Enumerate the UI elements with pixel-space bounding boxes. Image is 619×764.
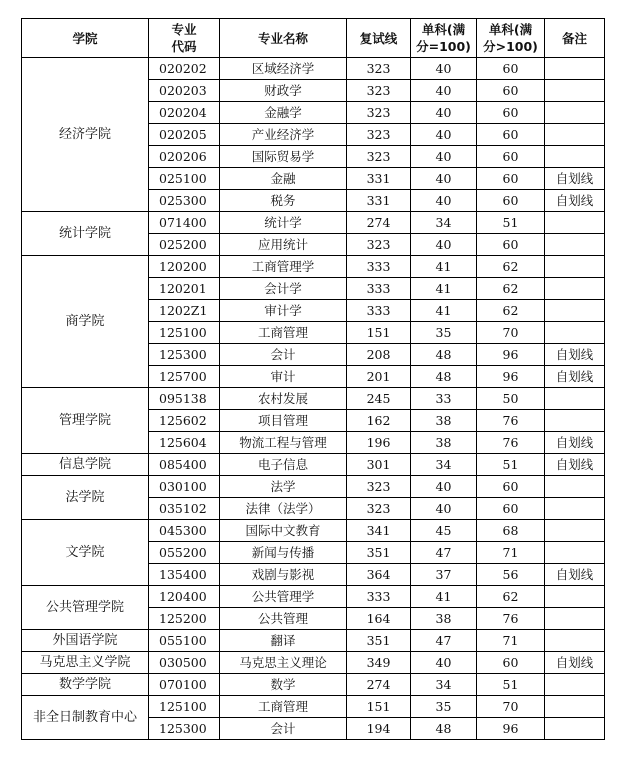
- retest-score-cell: 323: [347, 498, 411, 520]
- retest-score-cell: 323: [347, 146, 411, 168]
- retest-score-cell: 333: [347, 586, 411, 608]
- code-cell: 071400: [149, 212, 220, 234]
- major-name-cell: 公共管理: [220, 608, 347, 630]
- code-cell: 125100: [149, 696, 220, 718]
- single-100-cell: 40: [411, 124, 477, 146]
- single-100-cell: 48: [411, 718, 477, 740]
- code-cell: 020202: [149, 58, 220, 80]
- single-100-cell: 41: [411, 300, 477, 322]
- single-100-cell: 47: [411, 542, 477, 564]
- code-cell: 020205: [149, 124, 220, 146]
- retest-score-cell: 162: [347, 410, 411, 432]
- note-cell: 自划线: [545, 344, 605, 366]
- major-name-cell: 财政学: [220, 80, 347, 102]
- major-name-cell: 会计: [220, 344, 347, 366]
- note-cell: 自划线: [545, 454, 605, 476]
- retest-score-cell: 333: [347, 278, 411, 300]
- single-gt100-cell: 96: [477, 718, 545, 740]
- single-gt100-cell: 60: [477, 102, 545, 124]
- retest-score-cell: 196: [347, 432, 411, 454]
- note-cell: [545, 410, 605, 432]
- code-cell: 055200: [149, 542, 220, 564]
- header-row: [22, 19, 605, 58]
- single-100-cell: 38: [411, 410, 477, 432]
- table-row: [22, 58, 605, 80]
- single-100-cell: 40: [411, 476, 477, 498]
- header-college: 学院: [22, 19, 149, 58]
- single-100-cell: 35: [411, 696, 477, 718]
- retest-score-cell: 208: [347, 344, 411, 366]
- note-cell: [545, 58, 605, 80]
- single-gt100-cell: 60: [477, 190, 545, 212]
- single-gt100-cell: 62: [477, 278, 545, 300]
- header-note: 备注: [545, 19, 605, 58]
- table-row: [22, 212, 605, 234]
- single-100-cell: 45: [411, 520, 477, 542]
- table-row: [22, 476, 605, 498]
- major-name-cell: 数学: [220, 674, 347, 696]
- major-name-cell: 公共管理学: [220, 586, 347, 608]
- table-row: [22, 652, 605, 674]
- single-gt100-cell: 96: [477, 366, 545, 388]
- single-gt100-cell: 71: [477, 542, 545, 564]
- single-gt100-cell: 60: [477, 80, 545, 102]
- major-name-cell: 电子信息: [220, 454, 347, 476]
- retest-score-cell: 245: [347, 388, 411, 410]
- code-cell: 125200: [149, 608, 220, 630]
- note-cell: [545, 146, 605, 168]
- major-name-cell: 审计学: [220, 300, 347, 322]
- header-name: 专业名称: [220, 19, 347, 58]
- single-100-cell: 34: [411, 674, 477, 696]
- college-cell: 数学学院: [22, 674, 149, 696]
- single-gt100-cell: 70: [477, 322, 545, 344]
- retest-score-cell: 349: [347, 652, 411, 674]
- college-cell: 马克思主义学院: [22, 652, 149, 674]
- college-cell: 商学院: [22, 256, 149, 388]
- retest-score-cell: 341: [347, 520, 411, 542]
- major-name-cell: 审计: [220, 366, 347, 388]
- single-100-cell: 40: [411, 80, 477, 102]
- college-cell: 统计学院: [22, 212, 149, 256]
- note-cell: 自划线: [545, 564, 605, 586]
- table-row: [22, 256, 605, 278]
- single-100-cell: 40: [411, 190, 477, 212]
- single-100-cell: 40: [411, 58, 477, 80]
- single-100-cell: 40: [411, 498, 477, 520]
- single-gt100-cell: 51: [477, 674, 545, 696]
- code-cell: 070100: [149, 674, 220, 696]
- table-header: [22, 19, 605, 58]
- single-gt100-cell: 60: [477, 498, 545, 520]
- single-gt100-cell: 60: [477, 146, 545, 168]
- major-name-cell: 戏剧与影视: [220, 564, 347, 586]
- retest-score-cell: 194: [347, 718, 411, 740]
- major-name-cell: 国际中文教育: [220, 520, 347, 542]
- single-gt100-cell: 60: [477, 58, 545, 80]
- retest-score-cell: 301: [347, 454, 411, 476]
- note-cell: 自划线: [545, 168, 605, 190]
- retest-score-cell: 274: [347, 212, 411, 234]
- retest-score-cell: 323: [347, 476, 411, 498]
- retest-score-cell: 333: [347, 300, 411, 322]
- retest-score-cell: 201: [347, 366, 411, 388]
- major-name-cell: 国际贸易学: [220, 146, 347, 168]
- table-row: [22, 674, 605, 696]
- table-row: [22, 696, 605, 718]
- retest-score-cell: 351: [347, 542, 411, 564]
- single-gt100-cell: 71: [477, 630, 545, 652]
- code-cell: 120201: [149, 278, 220, 300]
- single-gt100-cell: 62: [477, 256, 545, 278]
- single-gt100-cell: 60: [477, 652, 545, 674]
- table-row: [22, 454, 605, 476]
- single-gt100-cell: 60: [477, 168, 545, 190]
- table-row: [22, 630, 605, 652]
- header-single-gt100: 单科(满 分>100): [477, 19, 545, 58]
- note-cell: 自划线: [545, 652, 605, 674]
- single-100-cell: 38: [411, 432, 477, 454]
- major-name-cell: 新闻与传播: [220, 542, 347, 564]
- retest-score-cell: 151: [347, 322, 411, 344]
- college-cell: 文学院: [22, 520, 149, 586]
- code-cell: 020206: [149, 146, 220, 168]
- major-name-cell: 农村发展: [220, 388, 347, 410]
- major-name-cell: 金融学: [220, 102, 347, 124]
- code-cell: 030100: [149, 476, 220, 498]
- note-cell: [545, 388, 605, 410]
- single-100-cell: 47: [411, 630, 477, 652]
- major-name-cell: 工商管理: [220, 322, 347, 344]
- single-100-cell: 33: [411, 388, 477, 410]
- retest-score-cell: 323: [347, 80, 411, 102]
- note-cell: [545, 718, 605, 740]
- code-cell: 085400: [149, 454, 220, 476]
- code-cell: 095138: [149, 388, 220, 410]
- major-name-cell: 金融: [220, 168, 347, 190]
- code-cell: 125300: [149, 344, 220, 366]
- single-gt100-cell: 76: [477, 432, 545, 454]
- single-gt100-cell: 51: [477, 454, 545, 476]
- note-cell: 自划线: [545, 190, 605, 212]
- code-cell: 125300: [149, 718, 220, 740]
- single-100-cell: 40: [411, 234, 477, 256]
- single-gt100-cell: 56: [477, 564, 545, 586]
- retest-score-cell: 331: [347, 190, 411, 212]
- note-cell: [545, 80, 605, 102]
- note-cell: [545, 520, 605, 542]
- note-cell: [545, 674, 605, 696]
- code-cell: 030500: [149, 652, 220, 674]
- single-gt100-cell: 60: [477, 476, 545, 498]
- college-cell: 法学院: [22, 476, 149, 520]
- retest-score-cell: 323: [347, 102, 411, 124]
- single-100-cell: 41: [411, 256, 477, 278]
- note-cell: [545, 476, 605, 498]
- retest-score-cell: 364: [347, 564, 411, 586]
- code-cell: 125604: [149, 432, 220, 454]
- college-cell: 经济学院: [22, 58, 149, 212]
- note-cell: [545, 498, 605, 520]
- retest-score-cell: 274: [347, 674, 411, 696]
- note-cell: [545, 256, 605, 278]
- note-cell: 自划线: [545, 432, 605, 454]
- retest-score-cell: 331: [347, 168, 411, 190]
- code-cell: 120200: [149, 256, 220, 278]
- table-body: [22, 58, 605, 740]
- single-100-cell: 48: [411, 344, 477, 366]
- note-cell: [545, 586, 605, 608]
- code-cell: 135400: [149, 564, 220, 586]
- note-cell: [545, 608, 605, 630]
- major-name-cell: 会计: [220, 718, 347, 740]
- single-gt100-cell: 62: [477, 586, 545, 608]
- code-cell: 125100: [149, 322, 220, 344]
- college-cell: 非全日制教育中心: [22, 696, 149, 740]
- note-cell: [545, 322, 605, 344]
- major-name-cell: 翻译: [220, 630, 347, 652]
- note-cell: [545, 630, 605, 652]
- note-cell: [545, 212, 605, 234]
- code-cell: 125602: [149, 410, 220, 432]
- major-name-cell: 工商管理学: [220, 256, 347, 278]
- single-100-cell: 40: [411, 146, 477, 168]
- header-single-100: 单科(满 分=100): [411, 19, 477, 58]
- retest-score-cell: 164: [347, 608, 411, 630]
- note-cell: [545, 542, 605, 564]
- header-score: 复试线: [347, 19, 411, 58]
- note-cell: [545, 234, 605, 256]
- major-name-cell: 税务: [220, 190, 347, 212]
- header-code: 专业 代码: [149, 19, 220, 58]
- code-cell: 045300: [149, 520, 220, 542]
- major-name-cell: 会计学: [220, 278, 347, 300]
- single-100-cell: 35: [411, 322, 477, 344]
- table-row: [22, 520, 605, 542]
- retest-score-cell: 323: [347, 124, 411, 146]
- retest-score-cell: 323: [347, 234, 411, 256]
- note-cell: [545, 696, 605, 718]
- code-cell: 020204: [149, 102, 220, 124]
- code-cell: 125700: [149, 366, 220, 388]
- major-name-cell: 项目管理: [220, 410, 347, 432]
- major-name-cell: 物流工程与管理: [220, 432, 347, 454]
- college-cell: 外国语学院: [22, 630, 149, 652]
- note-cell: [545, 278, 605, 300]
- single-100-cell: 41: [411, 278, 477, 300]
- code-cell: 1202Z1: [149, 300, 220, 322]
- single-100-cell: 37: [411, 564, 477, 586]
- single-100-cell: 34: [411, 454, 477, 476]
- single-gt100-cell: 70: [477, 696, 545, 718]
- major-name-cell: 区域经济学: [220, 58, 347, 80]
- single-gt100-cell: 96: [477, 344, 545, 366]
- single-gt100-cell: 60: [477, 124, 545, 146]
- college-cell: 公共管理学院: [22, 586, 149, 630]
- major-name-cell: 马克思主义理论: [220, 652, 347, 674]
- single-100-cell: 40: [411, 102, 477, 124]
- single-gt100-cell: 62: [477, 300, 545, 322]
- code-cell: 055100: [149, 630, 220, 652]
- single-100-cell: 41: [411, 586, 477, 608]
- single-gt100-cell: 68: [477, 520, 545, 542]
- single-gt100-cell: 51: [477, 212, 545, 234]
- major-name-cell: 统计学: [220, 212, 347, 234]
- single-gt100-cell: 76: [477, 608, 545, 630]
- note-cell: [545, 124, 605, 146]
- retest-score-cell: 151: [347, 696, 411, 718]
- code-cell: 025200: [149, 234, 220, 256]
- major-name-cell: 应用统计: [220, 234, 347, 256]
- major-name-cell: 工商管理: [220, 696, 347, 718]
- note-cell: [545, 102, 605, 124]
- single-100-cell: 48: [411, 366, 477, 388]
- single-100-cell: 34: [411, 212, 477, 234]
- single-100-cell: 40: [411, 652, 477, 674]
- code-cell: 020203: [149, 80, 220, 102]
- single-gt100-cell: 76: [477, 410, 545, 432]
- table-row: [22, 586, 605, 608]
- note-cell: 自划线: [545, 366, 605, 388]
- single-gt100-cell: 60: [477, 234, 545, 256]
- code-cell: 025300: [149, 190, 220, 212]
- admission-score-table: [21, 18, 605, 740]
- table-row: [22, 388, 605, 410]
- college-cell: 管理学院: [22, 388, 149, 454]
- major-name-cell: 法律（法学）: [220, 498, 347, 520]
- college-cell: 信息学院: [22, 454, 149, 476]
- code-cell: 035102: [149, 498, 220, 520]
- single-100-cell: 40: [411, 168, 477, 190]
- major-name-cell: 产业经济学: [220, 124, 347, 146]
- code-cell: 120400: [149, 586, 220, 608]
- code-cell: 025100: [149, 168, 220, 190]
- single-gt100-cell: 50: [477, 388, 545, 410]
- note-cell: [545, 300, 605, 322]
- retest-score-cell: 323: [347, 58, 411, 80]
- retest-score-cell: 351: [347, 630, 411, 652]
- retest-score-cell: 333: [347, 256, 411, 278]
- single-100-cell: 38: [411, 608, 477, 630]
- major-name-cell: 法学: [220, 476, 347, 498]
